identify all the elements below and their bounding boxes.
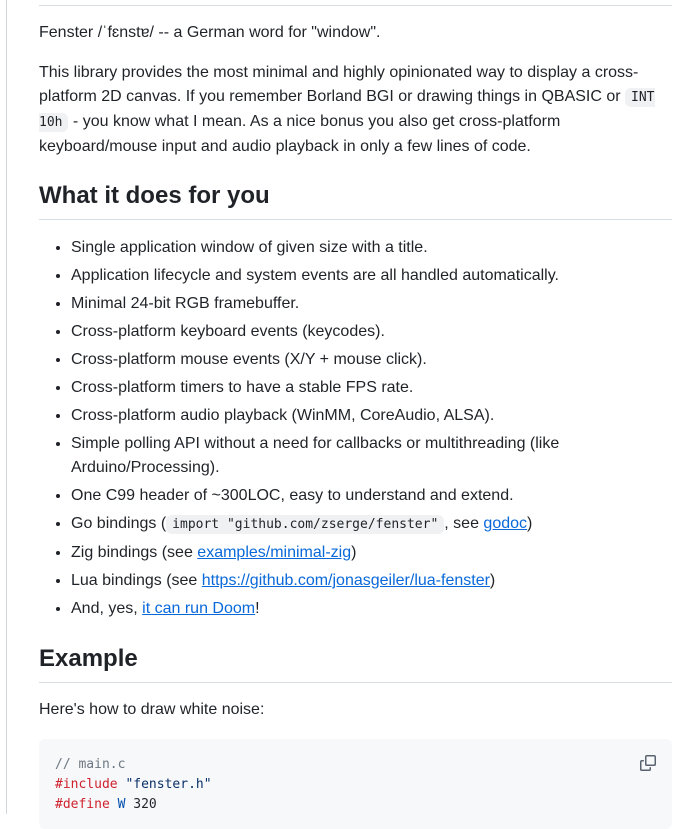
intro-paragraph-1: Fenster /ˈfɛnstɐ/ -- a German word for "window". [39,24,381,41]
code-define-value: 320 [125,797,157,812]
copy-button[interactable] [636,751,660,775]
lua-text-after: ) [489,572,496,589]
zig-text: Zig bindings (see [71,544,198,561]
code-define-name: W [109,797,126,812]
doom-text-after: ! [255,600,260,617]
list-item: • Cross-platform keyboard events (keycodes). [71,320,672,344]
list-item-zig-bindings [71,541,672,565]
zig-text-after: ) [351,544,357,561]
lua-text: Lua bindings (see [71,572,202,589]
list-item: • Minimal 24-bit RGB framebuffer. [71,292,672,316]
code-line-comment: // main.c [55,757,126,772]
list-item: • Cross-platform audio playback (WinMM, CoreAudio, ALSA). [71,404,672,428]
list-item-go-bindings [71,512,672,537]
left-border [6,0,7,814]
zig-example-link[interactable]: examples/minimal-zig [197,544,352,561]
intro-paragraph-2 [39,61,672,159]
go-text: Go bindings ( [71,515,167,532]
heading-example: Example [39,644,672,683]
list-item-doom [71,597,672,621]
heading-what-it-does: What it does for you [39,181,672,220]
feature-list [39,236,672,625]
list-item: • Cross-platform mouse events (X/Y + mouse click). [71,348,672,372]
copy-icon [640,755,656,771]
code-block[interactable] [39,739,672,829]
inline-code-int10h: INT 10h [39,90,655,130]
list-item: • One C99 header of ~300LOC, easy to understand and extend. [71,484,672,508]
list-item: • Single application window of given size with a title. [71,236,672,260]
intro-p2-text: This library provides the most minimal and highly opinionated way to display a cross-platform 2D canvas. If you remember Borland BGI or drawing things in QBASIC or [39,64,639,105]
inline-code-go-import: import "github.com/zserge/fenster" [166,515,444,534]
godoc-link[interactable]: godoc [483,515,528,532]
lua-fenster-link[interactable]: https://github.com/jonasgeiler/lua-fenster [201,572,490,589]
code-define-keyword: #define [55,797,110,812]
top-divider [39,5,672,6]
list-item: • Application lifecycle and system events are all handled automatically. [71,264,672,288]
go-text-after: ) [527,515,533,532]
code-include-keyword: #include [55,777,118,792]
doom-link[interactable]: it can run Doom [142,600,256,617]
list-item-lua-bindings [71,569,672,593]
list-item: • Simple polling API without a need for callbacks or multithreading (like Arduino/Processing). [71,432,672,480]
intro-p2-text-after: - you know what I mean. As a nice bonus you also get cross-platform keyboard/mouse input and audio playback in only a few lines of code. [39,113,561,155]
code-line-define [55,795,656,815]
code-include-string: "fenster.h" [117,777,212,792]
go-text-middle: , see [444,515,484,532]
example-intro: Here's how to draw white noise: [39,701,265,718]
code-line-include [55,775,656,795]
doom-text: And, yes, [71,600,143,617]
list-item: • Cross-platform timers to have a stable FPS rate. [71,376,672,400]
